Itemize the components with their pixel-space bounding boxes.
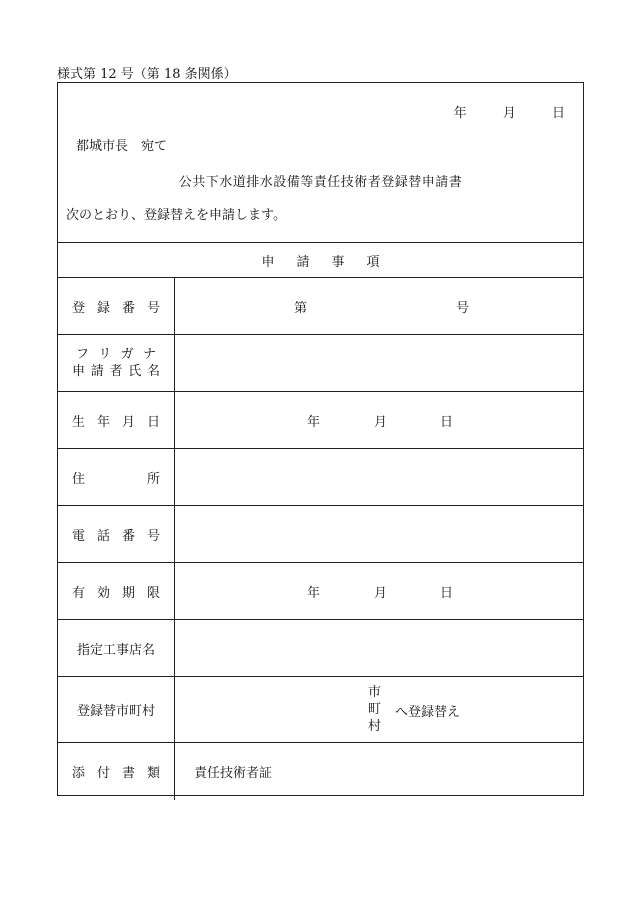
date-month-unit: 月	[502, 106, 516, 121]
row-attachments	[58, 743, 583, 800]
intro-text: 次のとおり、登録替えを申請します。	[66, 208, 286, 223]
label-phone	[58, 506, 175, 562]
label-char: 有	[72, 585, 86, 601]
label-char: 申	[72, 364, 86, 379]
row-address	[58, 449, 583, 506]
row-birth-date	[58, 392, 583, 449]
municipality-type-options	[368, 684, 381, 735]
label-char: 番	[121, 528, 135, 544]
label-char: 電	[72, 528, 86, 544]
registration-suffix: 号	[456, 301, 470, 316]
document-title: 公共下水道排水設備等責任技術者登録替申請書	[178, 175, 463, 190]
date-year-unit: 年	[453, 106, 467, 121]
application-form	[57, 82, 584, 796]
form-number-label: 様式第 12 号（第 18 条関係）	[57, 67, 237, 82]
option-city: 市	[368, 685, 382, 700]
label-address	[58, 449, 175, 505]
addressee: 都城市長 宛て	[76, 139, 168, 154]
birth-year-unit: 年	[307, 415, 321, 430]
label-char: 付	[96, 766, 110, 781]
row-validity	[58, 563, 583, 620]
label-char: 効	[96, 585, 110, 601]
date-day-unit: 日	[551, 106, 565, 121]
label-char: リ	[98, 347, 112, 362]
address-field[interactable]	[175, 449, 583, 505]
label-char: ナ	[142, 347, 156, 362]
label-char: 番	[121, 300, 135, 316]
label-municipality	[58, 677, 175, 742]
label-char: 所	[146, 471, 160, 487]
option-village: 村	[368, 719, 382, 734]
option-town: 町	[368, 702, 382, 717]
form-header	[58, 83, 583, 243]
label-char: 類	[146, 766, 160, 781]
form-rows	[58, 278, 583, 800]
label-char: 者	[109, 364, 123, 379]
label-char: 限	[146, 585, 160, 601]
phone-field[interactable]	[175, 506, 583, 562]
validity-year-unit: 年	[307, 586, 321, 601]
label-char: 号	[146, 528, 160, 544]
label-char: 年	[96, 414, 110, 430]
label-text: 登録替市町村	[76, 704, 155, 719]
validity-field[interactable]	[175, 563, 583, 619]
label-char: フ	[76, 347, 90, 362]
contractor-field[interactable]	[175, 620, 583, 676]
applicant-name-field[interactable]	[175, 335, 583, 391]
label-char: 生	[72, 414, 86, 430]
row-phone	[58, 506, 583, 563]
label-text: 指定工事店名	[76, 642, 155, 658]
label-char: 登	[72, 300, 86, 316]
birth-date-field[interactable]	[175, 392, 583, 448]
registration-number-field[interactable]	[175, 278, 583, 334]
municipality-suffix: へ登録替え	[395, 705, 461, 720]
label-char: 録	[96, 300, 110, 316]
row-registration-number	[58, 278, 583, 335]
section-title-text: 申請事項	[261, 254, 402, 270]
birth-day-unit: 日	[440, 415, 454, 430]
label-char: 書	[121, 766, 135, 781]
label-char: 氏	[128, 364, 142, 379]
validity-month-unit: 月	[374, 586, 388, 601]
label-registration-number	[58, 278, 175, 334]
row-applicant-name	[58, 335, 583, 392]
section-title	[58, 243, 583, 278]
registration-prefix: 第	[294, 301, 308, 316]
label-char: 号	[146, 300, 160, 316]
attachment-item: 責任技術者証	[194, 766, 273, 781]
label-char: 話	[96, 528, 110, 544]
label-char: 住	[72, 471, 86, 487]
label-char: 名	[146, 364, 160, 379]
label-validity	[58, 563, 175, 619]
birth-month-unit: 月	[374, 415, 388, 430]
label-char: 日	[146, 414, 160, 430]
label-attachments	[58, 743, 175, 800]
label-char: ガ	[120, 347, 134, 362]
label-char: 請	[90, 364, 104, 379]
attachments-field	[175, 743, 583, 800]
label-birth-date	[58, 392, 175, 448]
application-date	[454, 102, 565, 121]
label-char: 期	[121, 585, 135, 601]
municipality-field[interactable]	[175, 677, 583, 742]
row-municipality	[58, 677, 583, 743]
label-char: 月	[121, 414, 135, 430]
validity-day-unit: 日	[440, 586, 454, 601]
label-char: 添	[72, 766, 86, 781]
label-contractor	[58, 620, 175, 676]
row-contractor	[58, 620, 583, 677]
label-applicant-name	[58, 335, 175, 391]
